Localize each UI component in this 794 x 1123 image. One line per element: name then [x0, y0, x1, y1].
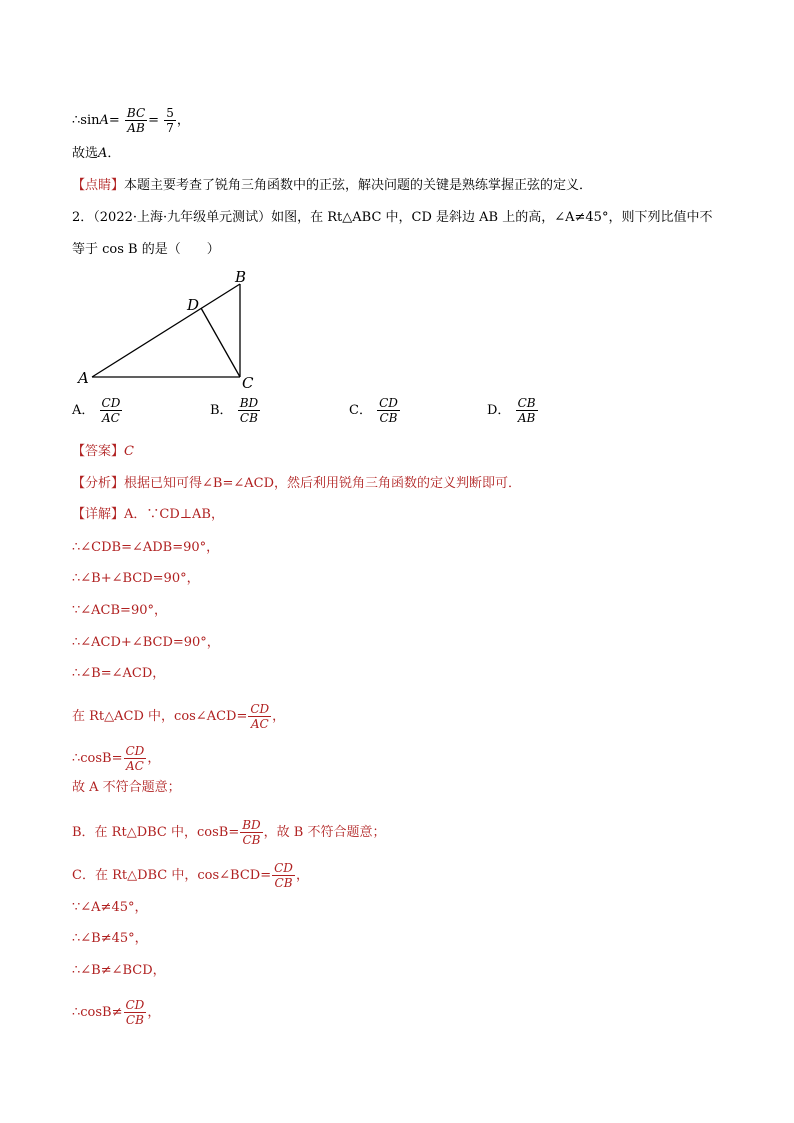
- option-fraction: [516, 396, 538, 425]
- step-text: C．在 Rt△DBC 中，cos∠BCD=: [72, 868, 272, 883]
- numerator: BD: [242, 818, 261, 832]
- step-7: [72, 744, 160, 773]
- step-fraction: [240, 818, 262, 847]
- period: ．: [107, 146, 121, 161]
- equals-sign: =: [148, 113, 160, 128]
- denominator: CB: [125, 1013, 144, 1027]
- step-fraction: [248, 702, 271, 731]
- denominator: AB: [127, 121, 145, 135]
- step-text: 在 Rt△ACD 中，cos∠ACD=: [72, 709, 248, 724]
- option-fraction: [377, 396, 400, 425]
- step-8: 故 A 不符合题意；: [72, 780, 181, 795]
- option-d[interactable]: [487, 396, 539, 425]
- numerator: CB: [517, 396, 536, 410]
- side-ab: [92, 284, 240, 377]
- equals-sign: =: [108, 113, 120, 128]
- fraction-5-7: [164, 106, 176, 135]
- vertex-a-label: A: [78, 369, 89, 387]
- question-2-line-1: 2．（2022·上海·九年级单元测试）如图，在 Rt△ABC 中，CD 是斜边 AB 上的高，∠A≠45°，则下列比值中不: [72, 210, 713, 225]
- detail-text: A．∵CD⊥AB，: [124, 507, 224, 522]
- triangle-lines: [92, 284, 240, 377]
- denominator: CB: [379, 411, 398, 425]
- option-fraction: [100, 396, 123, 425]
- numerator: CD: [125, 744, 145, 758]
- numerator: 5: [166, 106, 174, 120]
- dianjing-tag: 【点睛】: [72, 178, 125, 193]
- denominator: 7: [166, 121, 174, 135]
- step-9: [72, 818, 386, 847]
- denominator: AC: [250, 717, 269, 731]
- step-suffix: ，: [147, 1005, 161, 1020]
- step-10: [72, 861, 309, 890]
- numerator: BD: [239, 396, 259, 410]
- denominator: CB: [274, 876, 293, 890]
- option-label: D．: [487, 403, 511, 418]
- step-1: ∴∠CDB=∠ADB=90°，: [72, 540, 220, 555]
- vertex-d-label: D: [187, 296, 200, 314]
- step-3: ∵∠ACB=90°，: [72, 603, 167, 618]
- detail-line: [72, 507, 224, 523]
- answer-value: C: [124, 444, 134, 459]
- step-4: ∴∠ACD+∠BCD=90°，: [72, 635, 220, 650]
- option-a[interactable]: [72, 396, 123, 425]
- step-fraction: [124, 998, 147, 1027]
- step-13: ∴∠B≠∠BCD，: [72, 963, 166, 978]
- sin-a-line: [72, 106, 190, 135]
- step-suffix: ，: [272, 709, 286, 724]
- question-2-line-2: 等于 cos B 的是（ ）: [72, 242, 220, 257]
- detail-tag: 【详解】: [72, 507, 125, 522]
- step-text: ∴cosB≠: [72, 1005, 123, 1020]
- dianjing-text: 本题主要考查了锐角三角函数中的正弦，解决问题的关键是熟练掌握正弦的定义．: [124, 178, 593, 193]
- option-label: C．: [349, 403, 372, 418]
- step-14: [72, 998, 160, 1027]
- vertex-b-label: B: [235, 268, 247, 286]
- sin-var: A: [99, 113, 109, 128]
- step-12: ∴∠B≠45°，: [72, 931, 148, 946]
- step-2: ∴∠B+∠BCD=90°，: [72, 571, 200, 586]
- answer-line: [72, 444, 134, 460]
- denominator: AB: [517, 411, 536, 425]
- vertex-c-label: C: [242, 374, 254, 392]
- choose-line: [72, 146, 120, 162]
- numerator: CD: [250, 702, 270, 716]
- numerator: CD: [379, 396, 398, 410]
- fraction-bc-ab: [125, 106, 147, 135]
- choose-var: A: [98, 146, 108, 161]
- option-b[interactable]: [210, 396, 261, 425]
- step-suffix: ，: [147, 751, 161, 766]
- denominator: CB: [239, 411, 258, 425]
- dianjing-line: [72, 178, 592, 194]
- numerator: CD: [101, 396, 121, 410]
- sin-prefix: ∴sin: [72, 113, 100, 128]
- option-label: B．: [210, 403, 233, 418]
- denominator: CB: [242, 833, 261, 847]
- step-text: B．在 Rt△DBC 中，cosB=: [72, 825, 240, 840]
- step-6: [72, 702, 285, 731]
- step-text: ∴cosB=: [72, 751, 123, 766]
- analysis-text: 根据已知可得∠B=∠ACD，然后利用锐角三角函数的定义判断即可．: [124, 476, 522, 491]
- altitude-cd: [201, 308, 240, 377]
- step-fraction: [272, 861, 295, 890]
- step-5: ∴∠B=∠ACD，: [72, 666, 166, 681]
- numerator: CD: [274, 861, 293, 875]
- option-c[interactable]: [349, 396, 401, 425]
- choose-prefix: 故选: [72, 146, 99, 161]
- numerator: BC: [126, 106, 146, 120]
- analysis-line: [72, 476, 521, 492]
- step-suffix: ，: [295, 868, 309, 883]
- comma: ，: [176, 113, 190, 128]
- step-suffix: ，故 B 不符合题意；: [263, 825, 386, 840]
- triangle-figure: [70, 262, 270, 392]
- numerator: CD: [125, 998, 145, 1012]
- answer-tag: 【答案】: [72, 444, 125, 459]
- option-label: A．: [72, 403, 95, 418]
- option-fraction: [238, 396, 260, 425]
- analysis-tag: 【分析】: [72, 476, 125, 491]
- denominator: AC: [102, 411, 120, 425]
- step-fraction: [124, 744, 147, 773]
- step-11: ∵∠A≠45°，: [72, 900, 148, 915]
- denominator: AC: [125, 759, 144, 773]
